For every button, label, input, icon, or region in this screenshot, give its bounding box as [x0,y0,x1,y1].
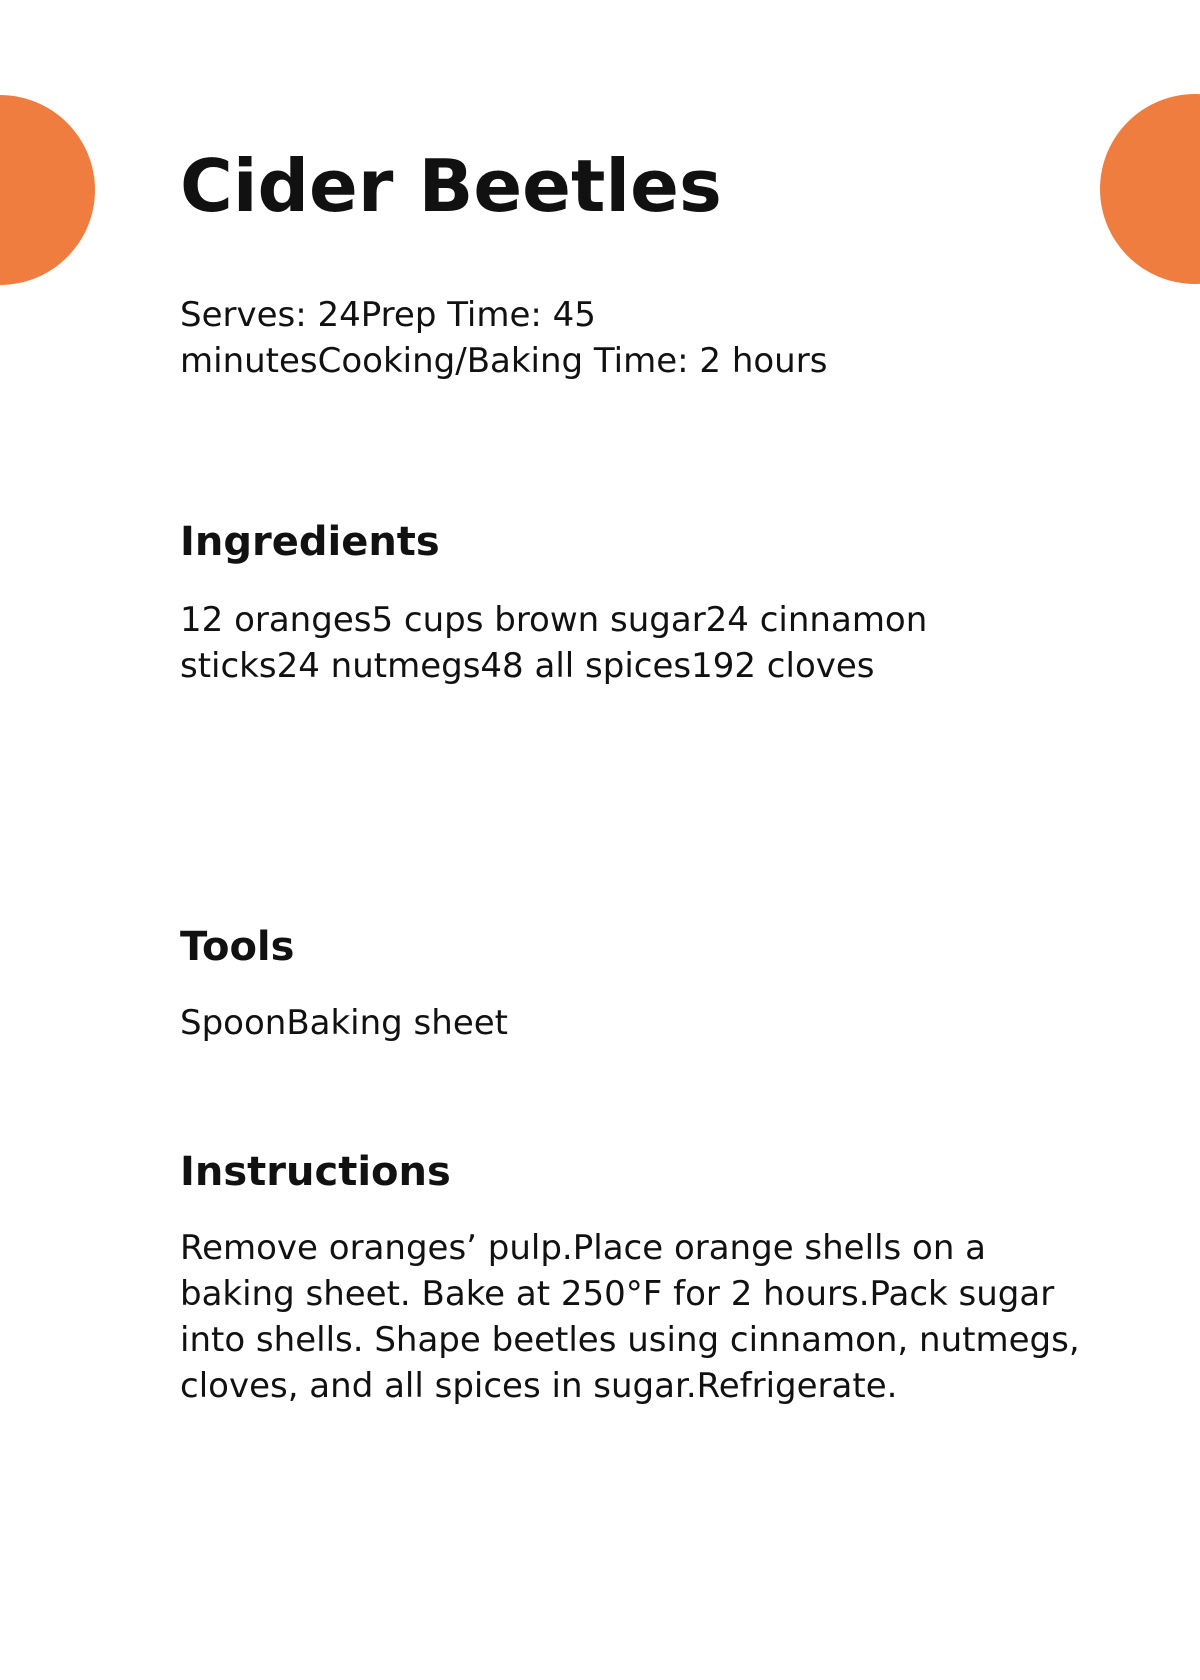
instructions-text: Remove oranges’ pulp.Place orange shells on a baking sheet. Bake at 250°F for 2 hours.Pack sugar into shells. Shape beetles using cinnamon, nutmegs, cloves, and all spices in sugar.Refrigerate. [180,1228,1080,1406]
decorative-circle-right [1100,94,1200,284]
decorative-circle-left [0,95,95,285]
tools-heading: Tools [180,924,295,970]
tools-text: SpoonBaking sheet [180,1003,508,1043]
recipe-title: Cider Beetles [180,144,722,228]
ingredients-text: 12 oranges5 cups brown sugar24 cinnamon sticks24 nutmegs48 all spices192 cloves [180,600,928,686]
instructions-heading: Instructions [180,1149,451,1195]
ingredients-heading: Ingredients [180,519,440,565]
recipe-meta: Serves: 24Prep Time: 45 minutesCooking/Baking Time: 2 hours [180,295,828,381]
